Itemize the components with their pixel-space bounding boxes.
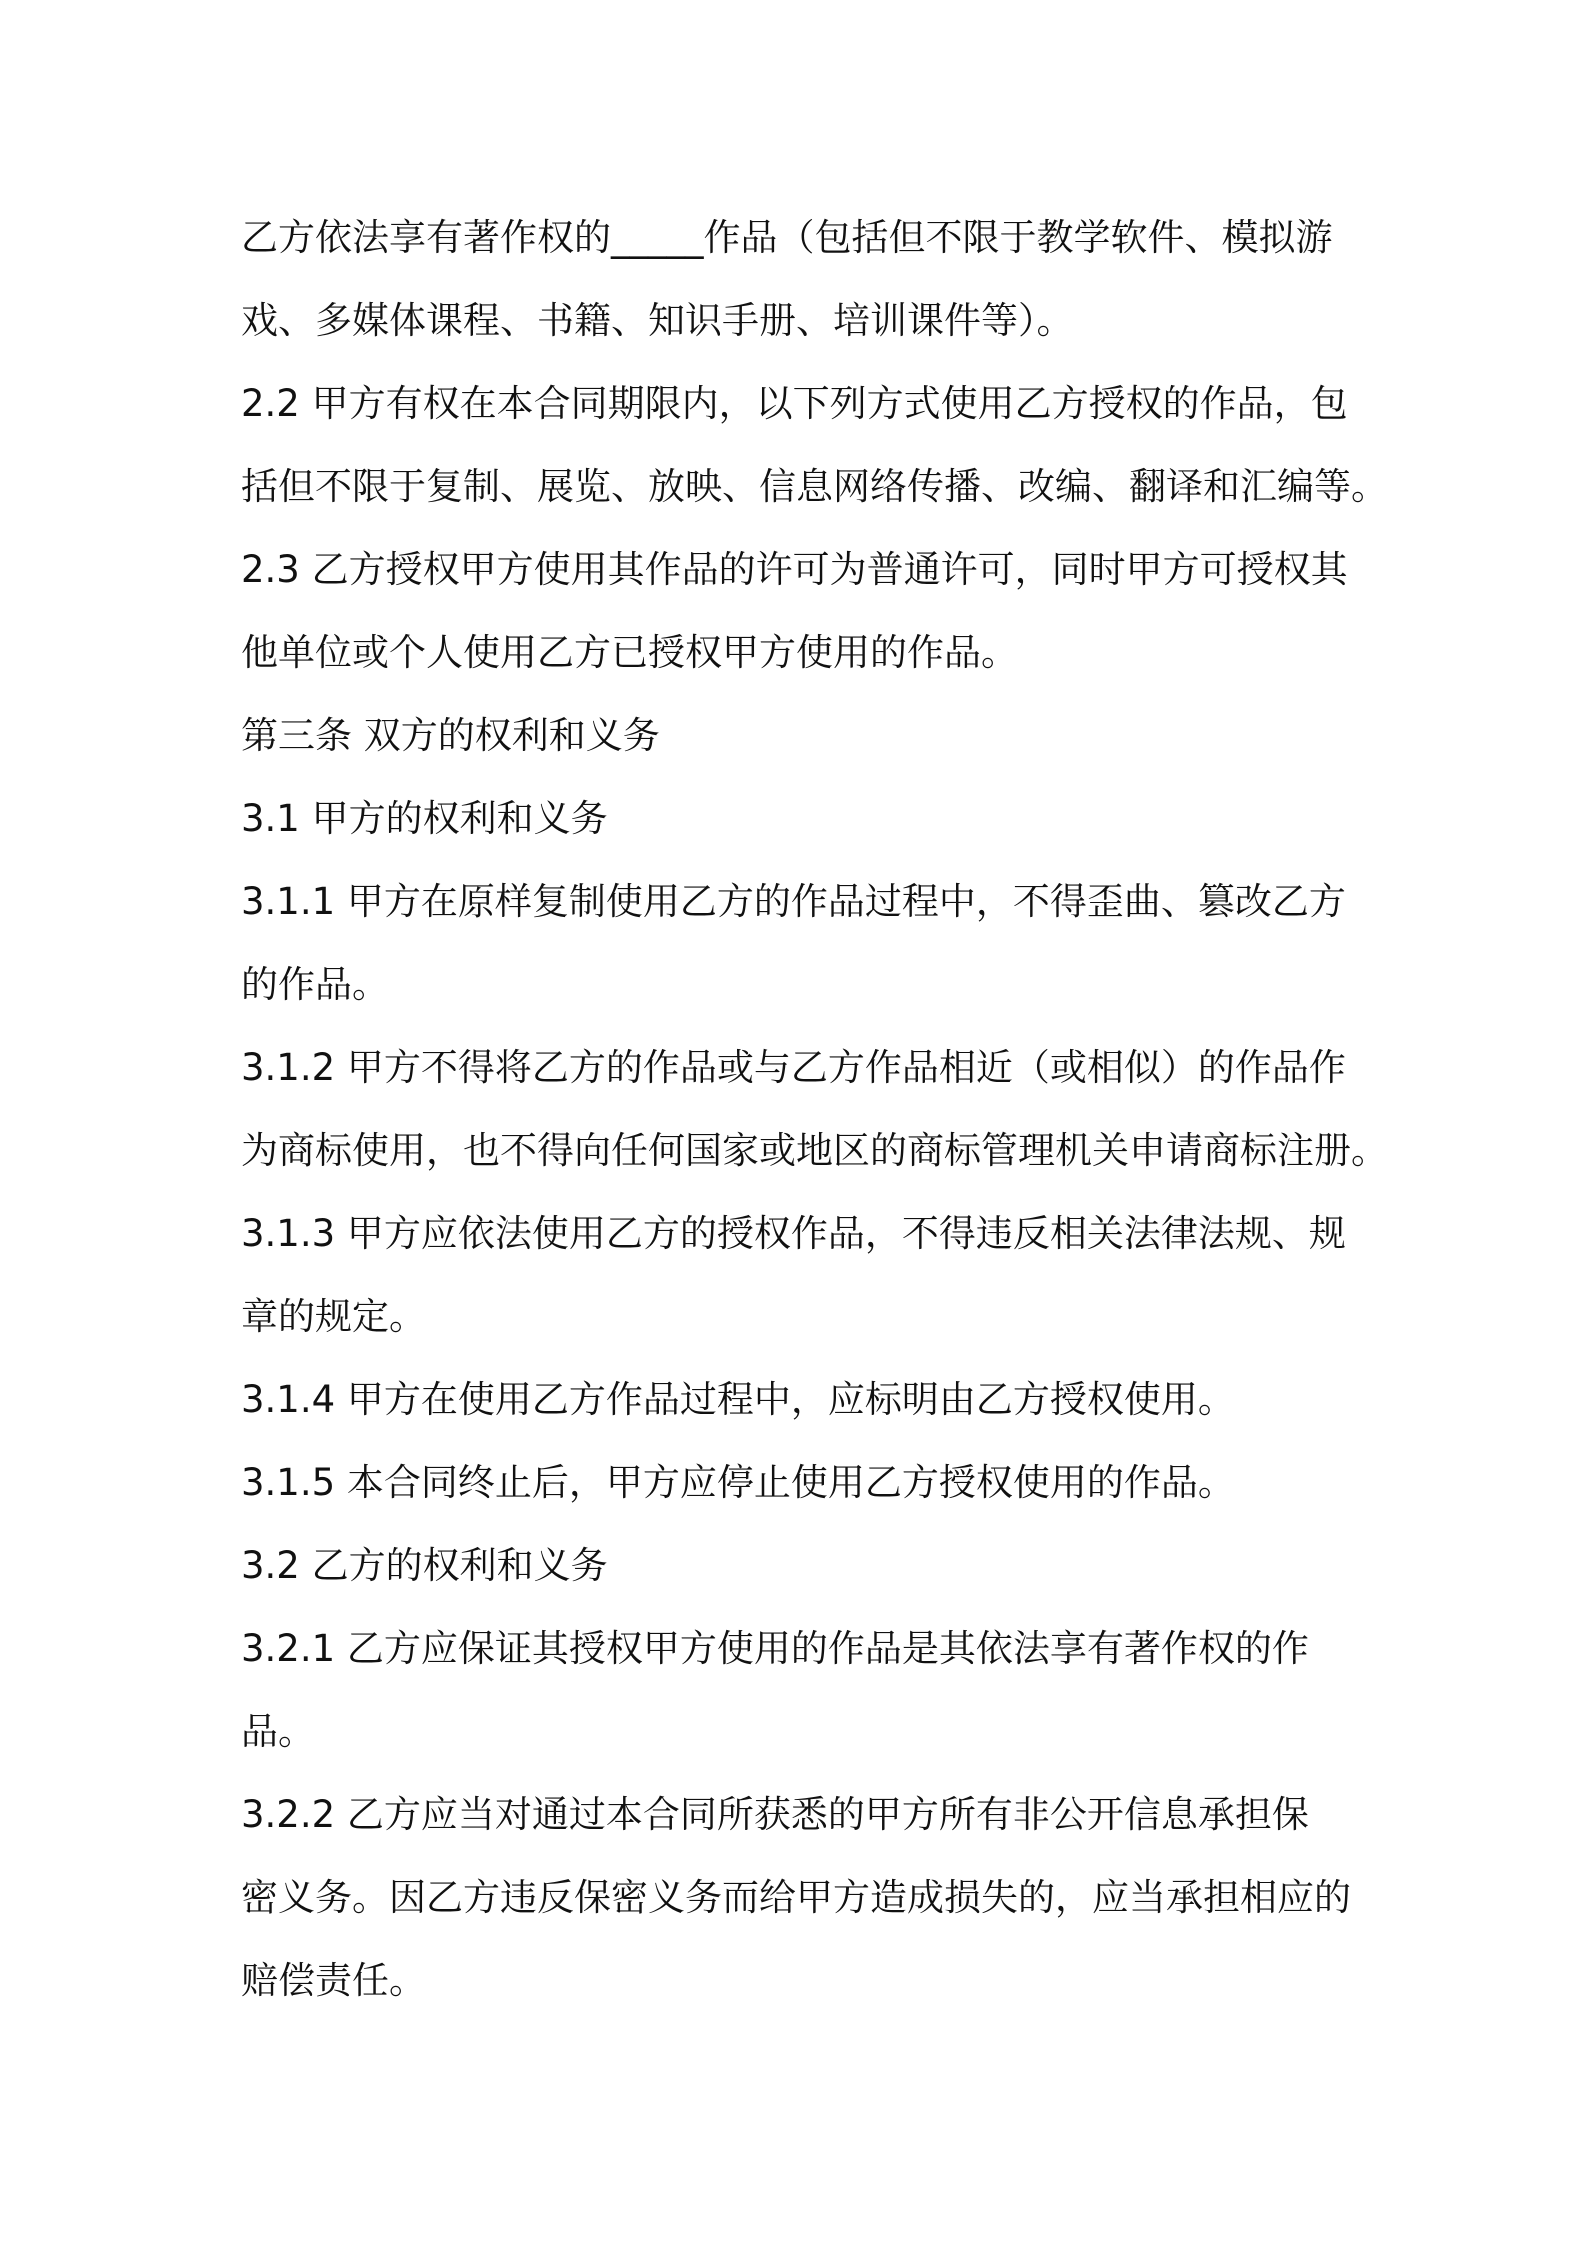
text-line: 2.3 乙方授权甲方使用其作品的许可为普通许可，同时甲方可授权其 — [241, 548, 1348, 591]
section-heading: 第三条 双方的权利和义务 — [241, 714, 660, 757]
text-line: 3.1.1 甲方在原样复制使用乙方的作品过程中，不得歪曲、篡改乙方 — [241, 880, 1346, 923]
text-line: 3.1.5 本合同终止后，甲方应停止使用乙方授权使用的作品。 — [241, 1461, 1235, 1504]
text-line: 密义务。因乙方违反保密义务而给甲方造成损失的，应当承担相应的 — [241, 1876, 1351, 1919]
text-line: 的作品。 — [241, 963, 389, 1006]
text-line: 乙方依法享有著作权的_____作品（包括但不限于教学软件、模拟游 — [241, 216, 1333, 259]
text-line: 3.1.3 甲方应依法使用乙方的授权作品，不得违反相关法律法规、规 — [241, 1212, 1346, 1255]
contract-text — [241, 196, 1388, 2022]
subsection-heading: 3.2 乙方的权利和义务 — [241, 1544, 608, 1587]
text-line: 赔偿责任。 — [241, 1959, 426, 2002]
text-line: 3.2.1 乙方应保证其授权甲方使用的作品是其依法享有著作权的作 — [241, 1627, 1309, 1670]
text-line: 为商标使用，也不得向任何国家或地区的商标管理机关申请商标注册。 — [241, 1129, 1388, 1172]
text-line: 戏、多媒体课程、书籍、知识手册、培训课件等）。 — [241, 299, 1074, 342]
text-line: 括但不限于复制、展览、放映、信息网络传播、改编、翻译和汇编等。 — [241, 465, 1388, 508]
text-line: 3.1.2 甲方不得将乙方的作品或与乙方作品相近（或相似）的作品作 — [241, 1046, 1346, 1089]
text-line: 3.2.2 乙方应当对通过本合同所获悉的甲方所有非公开信息承担保 — [241, 1793, 1309, 1836]
text-line: 章的规定。 — [241, 1295, 426, 1338]
text-line: 品。 — [241, 1710, 315, 1753]
text-line: 2.2 甲方有权在本合同期限内，以下列方式使用乙方授权的作品，包 — [241, 382, 1348, 425]
text-line: 他单位或个人使用乙方已授权甲方使用的作品。 — [241, 631, 1018, 674]
text-line: 3.1.4 甲方在使用乙方作品过程中，应标明由乙方授权使用。 — [241, 1378, 1235, 1421]
subsection-heading: 3.1 甲方的权利和义务 — [241, 797, 608, 840]
